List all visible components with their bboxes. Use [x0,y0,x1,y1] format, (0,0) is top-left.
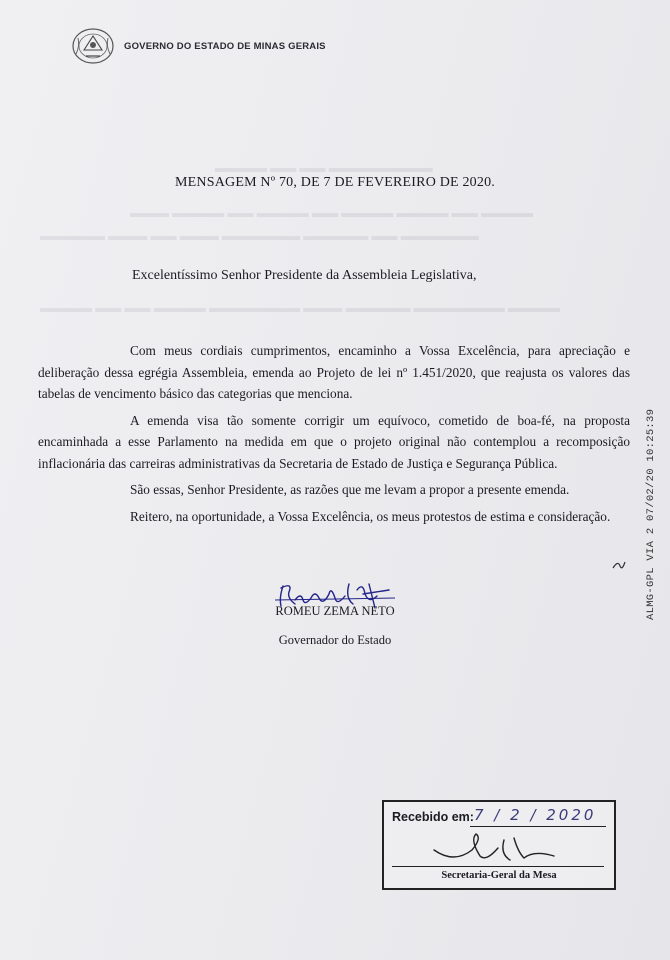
signer-name: ROMEU ZEMA NETO [275,604,395,618]
bleed-through-text: ▬▬▬▬▬ ▬▬▬ ▬▬ ▬▬▬ ▬▬▬▬▬▬ ▬▬▬▬▬ ▬▬ ▬▬▬▬▬▬ [40,228,479,243]
date-line [470,826,606,827]
salutation: Excelentíssimo Senhor Presidente da Assembleia Legislativa, [132,268,477,283]
signature-block [255,578,415,648]
letterhead [70,26,326,66]
receiver-signature [424,830,574,866]
initials-mark-icon [610,558,628,572]
paragraph: A emenda visa tão somente corrigir um equívoco, cometido de boa-fé, na proposta encaminhada a esse Parlamento na medida em que o projeto original não contemplou a recomposição inflacionária das carreiras administrativas da Secretaria de Estado de Justiça e Segurança Pública. [38,412,630,471]
bleed-through-text: ▬▬▬▬ ▬▬ ▬▬ ▬▬▬▬ ▬▬▬▬▬▬▬ ▬▬▬ ▬▬▬▬▬ ▬▬▬▬▬▬▬ ▬▬▬▬ [40,300,560,315]
bleed-through-text: ▬▬▬ ▬▬▬▬ ▬▬ ▬▬▬▬ ▬▬ ▬▬▬▬ ▬▬▬▬ ▬▬ ▬▬▬▬ [130,205,533,220]
paragraph: São essas, Senhor Presidente, as razões que me levam a propor a presente emenda. [130,482,570,497]
paragraph: Com meus cordiais cumprimentos, encaminho a Vossa Excelência, para apreciação e deliberação dessa egrégia Assembleia, emenda ao Projeto de lei nº 1.451/2020, que reajusta os valores das tabelas de vencimento básico das categorias que menciona. [38,343,630,401]
signature-line [392,866,604,867]
message-title: MENSAGEM Nº 70, DE 7 DE FEVEREIRO DE 2020. [175,175,495,190]
received-footer: Secretaria-Geral da Mesa [441,870,557,881]
bleed-through-text: ▬▬▬▬ ▬▬ ▬▬ ▬▬▬▬▬▬▬▬ [215,160,433,175]
paragraph: Reitero, na oportunidade, a Vossa Excelência, os meus protestos de estima e consideração. [130,508,611,524]
signer-role: Governador do Estado [278,633,392,647]
received-stamp-box [382,800,616,890]
received-label: Recebido em: [392,810,474,824]
government-name: GOVERNO DO ESTADO DE MINAS GERAIS [124,40,326,52]
state-seal-icon [70,26,116,66]
received-date: 7 / 2 / 2020 [474,806,597,824]
message-body [38,340,630,527]
protocol-stamp: ALMG-GPL VIA 2 07/02/20 10:25:39 [645,408,657,620]
